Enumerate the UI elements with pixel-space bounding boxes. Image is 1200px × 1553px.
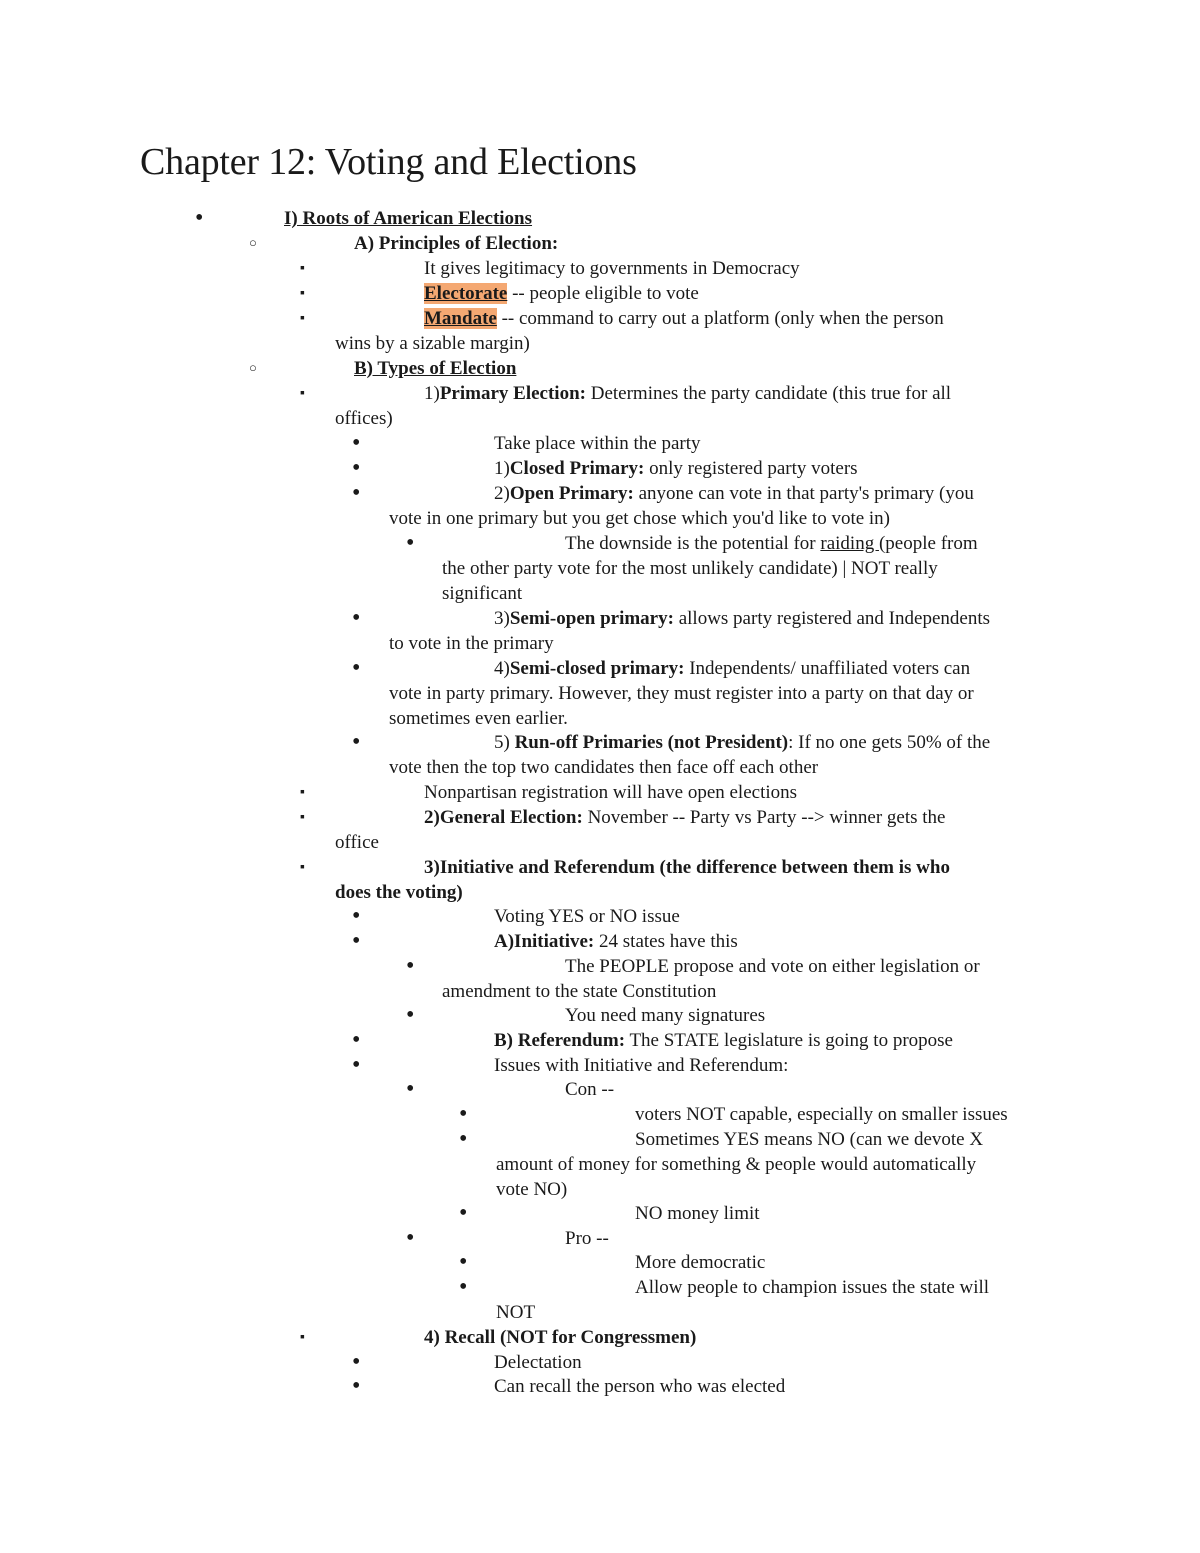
highlighted-term: Mandate (424, 308, 497, 329)
item-number: 4) (494, 658, 510, 679)
item-number: 1) (424, 383, 440, 404)
item-continuation: amount of money for something & people would automatically (496, 1154, 977, 1175)
bullet-disc (352, 1374, 360, 1400)
bullet-disc (352, 606, 360, 632)
item-continuation: NOT (496, 1302, 536, 1323)
item-text: : If no one gets 50% of the (788, 732, 991, 753)
outline-item-legitimacy (424, 256, 800, 281)
bullet-square (300, 805, 305, 832)
highlighted-term: Electorate (424, 283, 508, 304)
outline-item-recall-person: Can recall the person who was elected (494, 1376, 786, 1397)
bullet-circle (249, 356, 257, 382)
item-text: only registered party voters (644, 458, 858, 479)
item-text: The downside is the potential for (565, 533, 821, 554)
outline-item-semi-closed (494, 656, 970, 681)
item-label: 2)General Election: (424, 807, 583, 828)
outline-item-referendum (494, 1028, 953, 1053)
bullet-square (300, 780, 305, 807)
underlined-term: raiding (820, 533, 879, 554)
bullet-disc (352, 481, 360, 507)
outline-item-money-limit: NO money limit (635, 1203, 760, 1224)
item-text: November -- Party vs Party --> winner gets the (582, 807, 946, 828)
item-label: Semi-open primary: (509, 608, 674, 629)
bullet-disc (406, 1226, 414, 1252)
item-continuation: vote in one primary but you get chose which you'd like to vote in) (389, 508, 891, 529)
item-text: It gives legitimacy to governments in Democracy (424, 258, 800, 279)
bullet-disc (406, 531, 414, 557)
item-number: 5) (494, 732, 515, 753)
bullet-disc (459, 1201, 467, 1227)
bullet-square (300, 381, 305, 408)
outline-item-roots (284, 206, 532, 231)
bullet-disc (352, 431, 360, 457)
item-text: Determines the party candidate (this true for all (585, 383, 952, 404)
outline-item-run-off (494, 730, 990, 755)
outline-item-people-propose: The PEOPLE propose and vote on either legislation or (565, 956, 980, 977)
bullet-circle (249, 231, 257, 257)
bullet-square (300, 256, 305, 283)
outline-item-con: Con -- (565, 1079, 615, 1100)
outline-item-primary-election (424, 381, 951, 406)
outline-item-closed-primary (494, 456, 858, 481)
item-continuation: the other party vote for the most unlikely candidate) | NOT really (442, 558, 938, 579)
item-continuation: office (335, 832, 379, 853)
outline-item-pro: Pro -- (565, 1228, 609, 1249)
item-label: Open Primary: (509, 483, 634, 504)
bullet-disc (459, 1250, 467, 1276)
bullet-disc (352, 904, 360, 930)
section-heading: I) Roots of American Elections (284, 208, 533, 229)
subsection-heading: B) Types of Election (354, 358, 517, 379)
item-continuation: sometimes even earlier. (389, 708, 568, 729)
outline-item-within-party: Take place within the party (494, 433, 701, 454)
item-continuation: offices) (335, 408, 393, 429)
bullet-disc (352, 730, 360, 756)
item-label: Semi-closed primary: (509, 658, 685, 679)
outline-item-raiding (565, 531, 978, 556)
item-label: B) Referendum: (494, 1030, 626, 1051)
item-continuation: does the voting) (335, 882, 463, 903)
outline-item-recall (424, 1325, 696, 1350)
outline-item-not-capable: voters NOT capable, especially on smaller issues (635, 1104, 1008, 1125)
item-label: A)Initiative: (494, 931, 595, 952)
bullet-disc (195, 206, 203, 232)
item-number: 3) (494, 608, 510, 629)
item-text: Independents/ unaffiliated voters can (684, 658, 971, 679)
bullet-disc (459, 1127, 467, 1153)
item-number: 1) (494, 458, 510, 479)
bullet-disc (352, 1028, 360, 1054)
item-text: -- command to carry out a platform (only when the person (496, 308, 944, 329)
outline-item-yes-means-no: Sometimes YES means NO (can we devote X (635, 1129, 984, 1150)
item-text: -- people eligible to vote (507, 283, 699, 304)
item-continuation: vote in party primary. However, they must register into a party on that day or (389, 683, 974, 704)
item-label: Closed Primary: (509, 458, 645, 479)
item-continuation: vote then the top two candidates then face off each other (389, 757, 819, 778)
item-text: (people from (878, 533, 978, 554)
outline-item-mandate-text (424, 306, 944, 331)
item-text: anyone can vote in that party's primary (you (633, 483, 974, 504)
outline-item-open-primary (494, 481, 974, 506)
bullet-disc (406, 1077, 414, 1103)
outline-item-electorate (424, 281, 699, 306)
bullet-disc (352, 456, 360, 482)
bullet-disc (352, 1053, 360, 1079)
outline-item-general-election (424, 805, 945, 830)
item-label: Run-off Primaries (not President) (514, 732, 789, 753)
bullet-disc (459, 1275, 467, 1301)
bullet-square (300, 281, 305, 308)
page-title: Chapter 12: Voting and Elections (140, 141, 637, 183)
outline-item-signatures: You need many signatures (565, 1005, 766, 1026)
item-label: Primary Election: (439, 383, 586, 404)
outline-item-more-democratic: More democratic (635, 1252, 766, 1273)
item-number: 2) (494, 483, 510, 504)
item-continuation: vote NO) (496, 1179, 568, 1200)
item-text: 24 states have this (594, 931, 738, 952)
item-continuation: to vote in the primary (389, 633, 554, 654)
outline-item-yes-no: Voting YES or NO issue (494, 906, 680, 927)
bullet-disc (352, 656, 360, 682)
item-label: 3)Initiative and Referendum (the difference between them is who (424, 857, 950, 878)
outline-item-semi-open (494, 606, 990, 631)
bullet-square (300, 306, 305, 333)
bullet-square (300, 1325, 305, 1352)
item-text: The STATE legislature is going to propose (625, 1030, 953, 1051)
item-label: 4) Recall (NOT for Congressmen) (424, 1327, 697, 1348)
outline-item-principles (354, 231, 558, 256)
subsection-heading: A) Principles of Election: (354, 233, 559, 254)
item-text: allows party registered and Independents (673, 608, 990, 629)
outline-item-initiative-referendum (424, 855, 950, 880)
outline-item-champion-issues: Allow people to champion issues the state will (635, 1277, 990, 1298)
bullet-square (300, 855, 305, 882)
outline-item-issues: Issues with Initiative and Referendum: (494, 1055, 789, 1076)
bullet-disc (352, 929, 360, 955)
outline-item-nonpartisan: Nonpartisan registration will have open elections (424, 782, 798, 803)
outline-item-types (354, 356, 516, 381)
outline-item-delectation: Delectation (494, 1352, 582, 1373)
bullet-disc (406, 954, 414, 980)
item-continuation: wins by a sizable margin) (335, 333, 530, 354)
item-continuation: significant (442, 583, 523, 604)
outline-item-initiative (494, 929, 738, 954)
bullet-disc (406, 1003, 414, 1029)
bullet-disc (459, 1102, 467, 1128)
item-continuation: amendment to the state Constitution (442, 981, 717, 1002)
